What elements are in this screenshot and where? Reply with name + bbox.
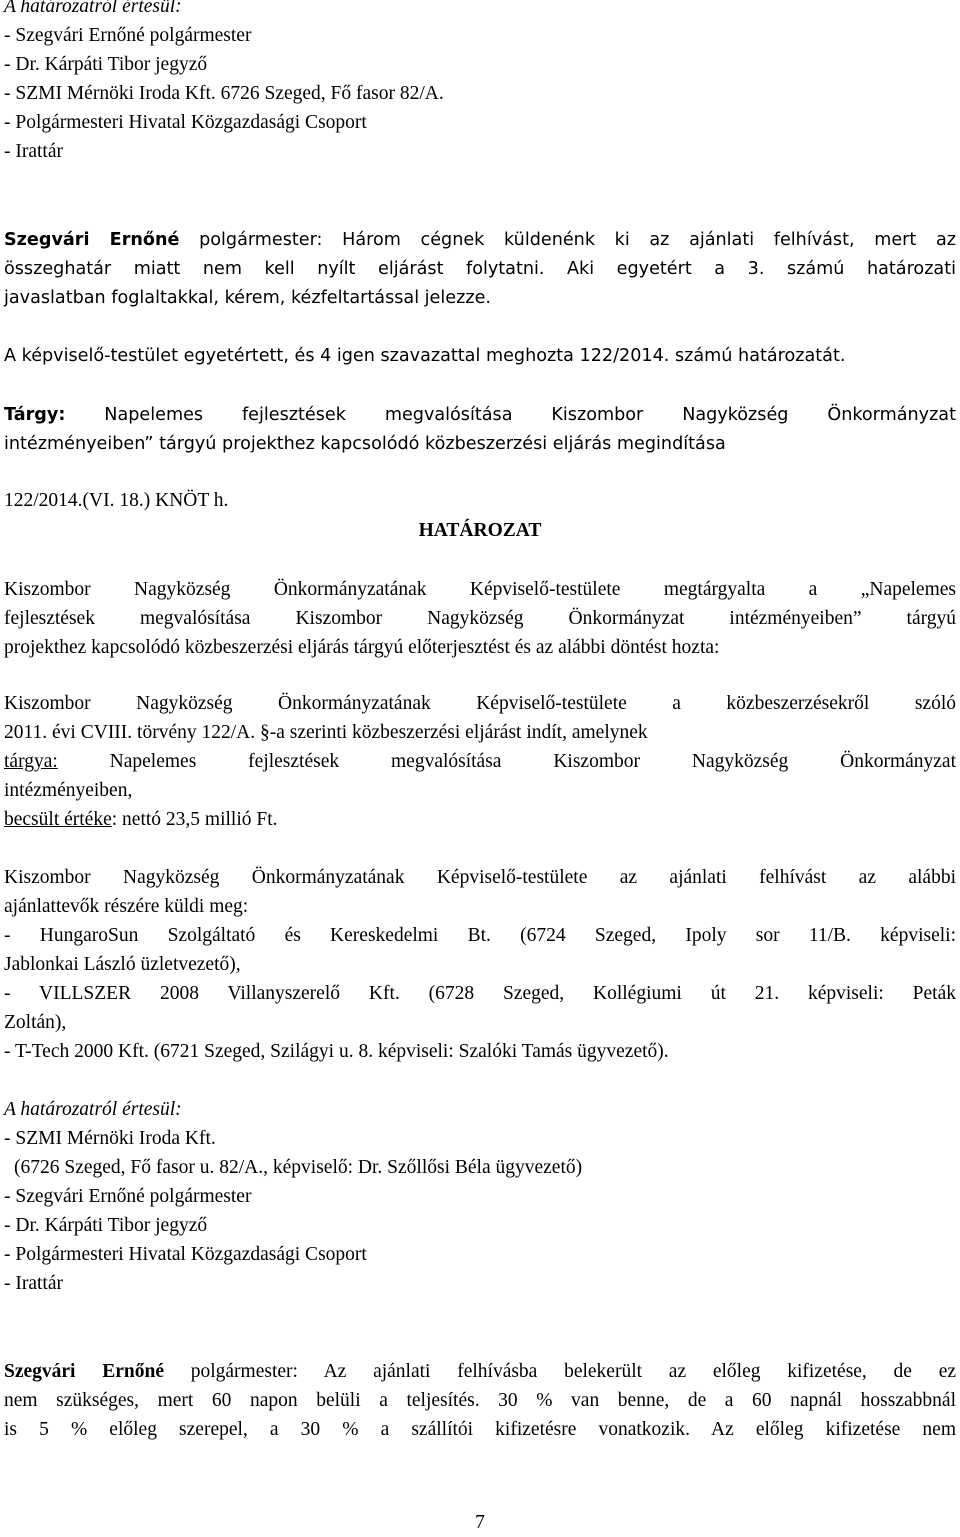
- estimated-value-label: becsült értéke: [4, 809, 112, 830]
- bidder-line: Jablonkai László üzletvezető),: [4, 954, 241, 975]
- speaker-name: Szegvári Ernőné: [4, 1361, 164, 1382]
- subject-line: Tárgy: Napelemes fejlesztések megvalósítása Kiszombor Nagyközség Önkormányzat: [4, 405, 956, 425]
- distribution-item: - Szegvári Ernőné polgármester: [4, 1186, 252, 1207]
- statement-line: nem szükséges, mert 60 napon belüli a teljesítés. 30 % van benne, de a 60 napnál hosszabbnál: [4, 1390, 956, 1411]
- distribution-heading: A határozatról értesül:: [4, 0, 182, 17]
- paragraph-line: projekthez kapcsolódó közbeszerzési eljárás tárgyú előterjesztést és az alábbi döntést hozta:: [4, 637, 720, 658]
- distribution-item: - Dr. Kárpáti Tibor jegyző: [4, 54, 208, 75]
- subject-line: intézményeiben” tárgyú projekthez kapcsolódó közbeszerzési eljárás megindítása: [4, 434, 726, 454]
- distribution-item: (6726 Szeged, Fő fasor u. 82/A., képviselő: Dr. Szőllősi Béla ügyvezető): [14, 1157, 583, 1178]
- speaker-name: Szegvári Ernőné: [4, 230, 180, 250]
- bidder-line: - VILLSZER 2008 Villanyszerelő Kft. (6728 Szeged, Kollégiumi út 21. képviseli: Peták: [4, 983, 956, 1004]
- paragraph-line: tárgya: Napelemes fejlesztések megvalósítása Kiszombor Nagyközség Önkormányzat: [4, 751, 956, 772]
- statement-line: Szegvári Ernőné polgármester: Az ajánlati felhívásba belekerült az előleg kifizetése, de ez: [4, 1361, 957, 1382]
- distribution-item: - Polgármesteri Hivatal Közgazdasági Csoport: [4, 112, 367, 133]
- bidder-line: Zoltán),: [4, 1012, 67, 1033]
- statement-line: összeghatár miatt nem kell nyílt eljárást folytatni. Aki egyetért a 3. számú határozati: [4, 259, 956, 279]
- distribution-item: - SZMI Mérnöki Iroda Kft.: [4, 1128, 216, 1149]
- paragraph-line: Kiszombor Nagyközség Önkormányzatának Képviselő-testülete megtárgyalta a „Napelemes: [4, 579, 956, 600]
- paragraph-line: Kiszombor Nagyközség Önkormányzatának Képviselő-testülete a közbeszerzésekről szóló: [4, 693, 956, 714]
- bidder-line: - HungaroSun Szolgáltató és Kereskedelmi Bt. (6724 Szeged, Ipoly sor 11/B. képviseli:: [4, 925, 956, 946]
- distribution-heading: A határozatról értesül:: [4, 1099, 182, 1120]
- subject-label: Tárgy:: [4, 405, 66, 425]
- resolution-number: 122/2014.(VI. 18.) KNÖT h.: [4, 490, 229, 511]
- paragraph-line: 2011. évi CVIII. törvény 122/A. §-a szerinti közbeszerzési eljárást indít, amelynek: [4, 722, 648, 743]
- distribution-item: - Irattár: [4, 1273, 63, 1294]
- page-number: 7: [475, 1512, 485, 1533]
- distribution-item: - SZMI Mérnöki Iroda Kft. 6726 Szeged, Fő fasor 82/A.: [4, 83, 444, 104]
- distribution-item: - Dr. Kárpáti Tibor jegyző: [4, 1215, 208, 1236]
- subject-underlined-label: tárgya:: [4, 751, 58, 772]
- paragraph-line: intézményeiben,: [4, 780, 133, 801]
- paragraph-line: Kiszombor Nagyközség Önkormányzatának Képviselő-testülete az ajánlati felhívást az alábbi: [4, 867, 956, 888]
- resolution-title: HATÁROZAT: [418, 520, 542, 541]
- distribution-item: - Irattár: [4, 141, 63, 162]
- paragraph-line: fejlesztések megvalósítása Kiszombor Nagyközség Önkormányzat intézményeiben” tárgyú: [4, 608, 956, 629]
- distribution-item: - Polgármesteri Hivatal Közgazdasági Csoport: [4, 1244, 367, 1265]
- distribution-item: - Szegvári Ernőné polgármester: [4, 25, 252, 46]
- estimated-value-line: becsült értéke: nettó 23,5 millió Ft.: [4, 809, 278, 830]
- paragraph-line: ajánlattevők részére küldi meg:: [4, 896, 249, 917]
- statement-line: javaslatban foglaltakkal, kérem, kézfeltartással jelezze.: [4, 288, 491, 308]
- statement-line: is 5 % előleg szerepel, a 30 % a szállítói kifizetésre vonatkozik. Az előleg kifizetése nem: [4, 1419, 956, 1440]
- bidder-line: - T-Tech 2000 Kft. (6721 Szeged, Szilágyi u. 8. képviseli: Szalóki Tamás ügyvezető).: [4, 1041, 669, 1062]
- vote-result-line: A képviselő-testület egyetértett, és 4 igen szavazattal meghozta 122/2014. számú határozatát.: [4, 346, 846, 366]
- statement-line: Szegvári Ernőné polgármester: Három cégnek küldenénk ki az ajánlati felhívást, mert az: [4, 230, 956, 250]
